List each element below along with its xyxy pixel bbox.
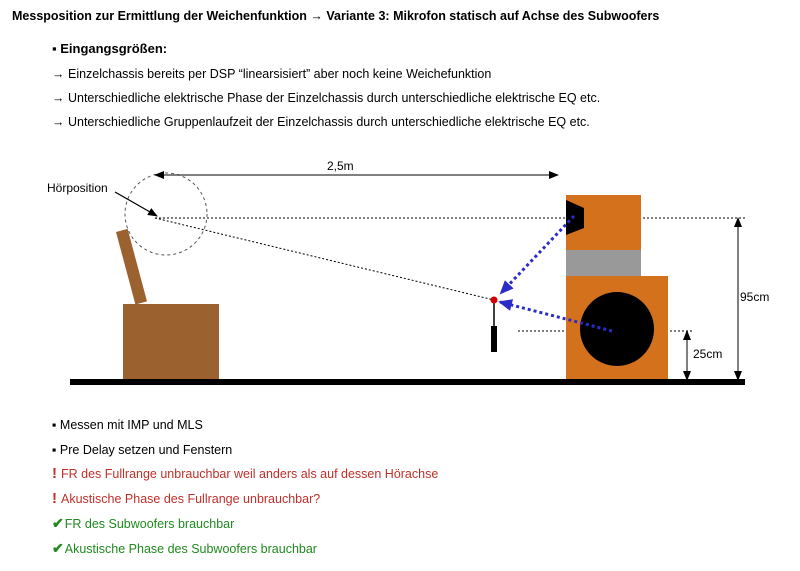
warning-icon: !: [52, 490, 57, 507]
inputs-heading: ▪ Eingangsgrößen:: [52, 41, 168, 56]
microphone-capsule: [491, 297, 498, 304]
note-text: Akustische Phase des Fullrange unbrauchbar?: [61, 492, 321, 506]
input-item-text: Unterschiedliche elektrische Phase der Einzelchassis durch unterschiedliche elektrische EQ etc.: [67, 91, 601, 105]
note-item-6: [52, 540, 317, 557]
floor: [70, 379, 745, 385]
listening-position-pointer: [115, 192, 157, 216]
chair-backrest: [116, 229, 147, 305]
note-item-3: [52, 465, 438, 482]
distance-label: 2,5m: [327, 159, 354, 173]
arrow-right-icon: →: [52, 91, 65, 105]
ear-to-mic-line: [155, 218, 494, 300]
warning-icon: !: [52, 465, 57, 482]
input-item-text: Unterschiedliche Gruppenlaufzeit der Einzelchassis durch unterschiedliche elektrische EQ etc.: [67, 115, 590, 129]
chair-seat: [123, 304, 219, 379]
note-item-1: [52, 418, 203, 432]
microphone-stand: [491, 326, 497, 352]
height-25-label: 25cm: [693, 347, 723, 361]
height-95-label: 95cm: [740, 290, 770, 304]
note-text: FR des Fullrange unbrauchbar weil anders als auf dessen Hörachse: [61, 467, 439, 481]
bullet-icon: ▪: [52, 443, 57, 457]
note-text: Akustische Phase des Subwoofers brauchbar: [64, 542, 317, 556]
listening-position-circle: [125, 173, 207, 255]
subwoofer-driver: [580, 292, 654, 366]
listening-position-label: Hörposition: [47, 181, 108, 195]
checkmark-icon: ✔: [52, 515, 64, 531]
arrow-right-icon: →: [52, 115, 65, 129]
bullet-icon: ▪: [52, 418, 57, 432]
page-title: Messposition zur Ermittlung der Weichenfunktion → Variante 3: Mikrofon statisch auf Achse des Subwoofers: [12, 9, 660, 23]
note-item-2: [52, 443, 232, 457]
note-item-4: [52, 490, 320, 507]
note-text: Pre Delay setzen und Fenstern: [59, 443, 233, 457]
note-text: FR des Subwoofers brauchbar: [64, 517, 235, 531]
fullrange-sound-path: [501, 216, 574, 293]
note-text: Messen mit IMP und MLS: [59, 418, 203, 432]
checkmark-icon: ✔: [52, 540, 64, 556]
stand-block: [566, 250, 641, 276]
arrow-right-icon: →: [52, 67, 65, 81]
note-item-5: [52, 515, 234, 532]
input-item-text: Einzelchassis bereits per DSP “linearsisiert” aber noch keine Weichefunktion: [67, 67, 492, 81]
